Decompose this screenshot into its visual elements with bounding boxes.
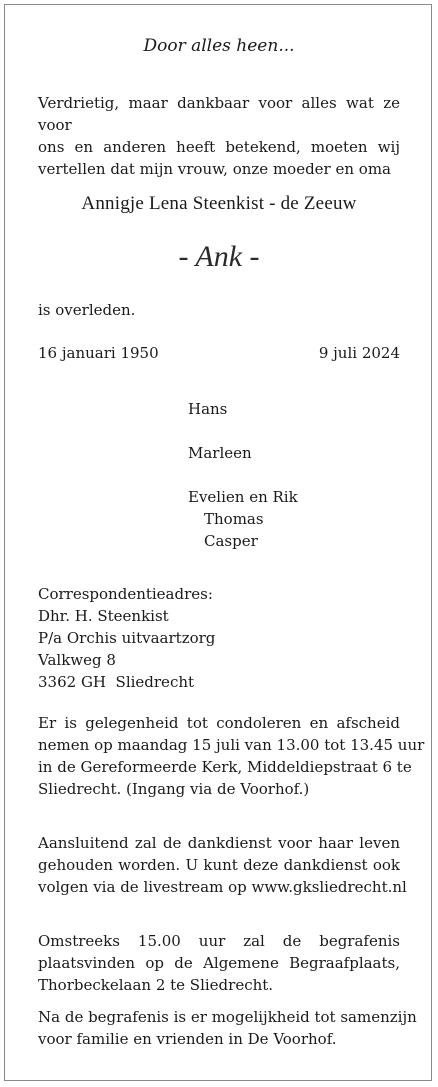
deceased-full-name: Annigje Lena Steenkist - de Zeeuw — [81, 193, 357, 214]
paragraph-line: nemen op maandag 15 juli van 13.00 tot 13.45 uur — [38, 736, 425, 754]
paragraph-line: in de Gereformeerde Kerk, Middeldiepstraat 6 te — [38, 758, 412, 776]
intro-line: vertellen dat mijn vrouw, onze moeder en oma — [38, 160, 391, 178]
paragraph-line: Aansluitend zal de dankdienst voor haar leven — [38, 834, 400, 852]
paragraph-line: volgen via de livestream op www.gksliedrecht.nl — [38, 878, 407, 896]
paragraph-line: plaatsvinden op de Algemene Begraafplaats, — [38, 954, 400, 972]
address-heading: Correspondentieadres: — [38, 585, 213, 603]
passed-away-text: is overleden. — [38, 301, 136, 319]
paragraph-line: Omstreeks 15.00 uur zal de begrafenis — [38, 932, 400, 950]
family-member: Marleen — [188, 444, 252, 462]
correspondence-address — [38, 583, 215, 693]
paragraph-line: Er is gelegenheid tot condoleren en afscheid — [38, 714, 400, 732]
birth-date: 16 januari 1950 — [38, 344, 159, 362]
intro-text — [38, 92, 400, 180]
address-name: Dhr. H. Steenkist — [38, 607, 169, 625]
motto: Door alles heen... — [143, 36, 295, 56]
family-list — [188, 398, 298, 552]
burial-paragraph — [38, 930, 400, 996]
grandchild: Casper — [204, 532, 258, 550]
address-city: 3362 GH Sliedrecht — [38, 673, 195, 691]
intro-line: ons en anderen heeft betekend, moeten wij — [38, 138, 400, 156]
family-member: Hans — [188, 400, 228, 418]
address-street: Valkweg 8 — [38, 651, 116, 669]
deceased-nickname: - Ank - — [178, 240, 260, 273]
paragraph-line: Na de begrafenis is er mogelijkheid tot samenzijn — [38, 1008, 417, 1026]
paragraph-line: Thorbeckelaan 2 te Sliedrecht. — [38, 976, 274, 994]
grandchild: Thomas — [204, 510, 264, 528]
paragraph-line: Sliedrecht. (Ingang via de Voorhof.) — [38, 780, 310, 798]
address-care-of: P/a Orchis uitvaartzorg — [38, 629, 216, 647]
death-date: 9 juli 2024 — [318, 344, 400, 362]
intro-line: Verdrietig, maar dankbaar voor alles wat ze voor — [38, 94, 400, 134]
paragraph-line: gehouden worden. U kunt deze dankdienst ook — [38, 856, 400, 874]
paragraph-line: voor familie en vrienden in De Voorhof. — [38, 1030, 337, 1048]
family-member: Evelien en Rik — [188, 488, 298, 506]
gathering-paragraph — [38, 1006, 417, 1050]
service-paragraph — [38, 832, 407, 898]
condolence-paragraph — [38, 712, 425, 800]
